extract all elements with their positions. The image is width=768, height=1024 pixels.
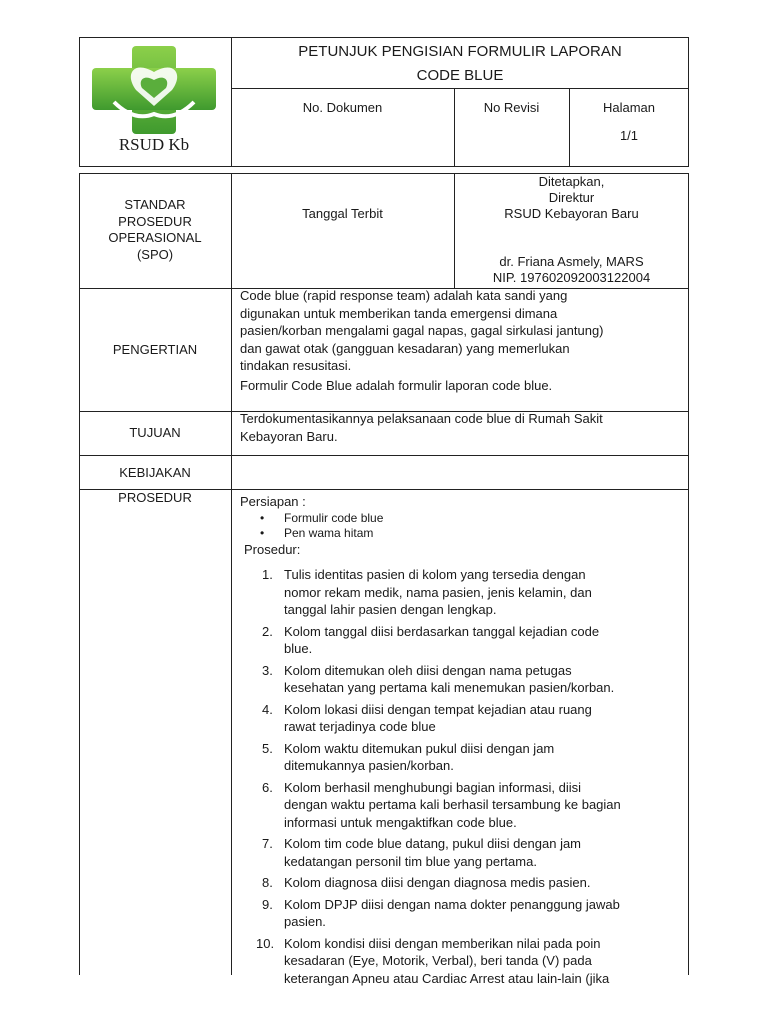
tujuan-line: Kebayoran Baru.: [240, 429, 338, 444]
document-title-line2: CODE BLUE: [416, 67, 504, 84]
tanggal-terbit-label: Tanggal Terbit: [302, 206, 383, 221]
step-line: blue.: [284, 641, 313, 656]
document-title-line1: PETUNJUK PENGISIAN FORMULIR LAPORAN: [298, 43, 622, 60]
pengertian-line: Code blue (rapid response team) adalah kata sandi yang: [240, 288, 568, 303]
step-line: kedatangan personil tim blue yang pertama.: [284, 853, 537, 869]
step-line: Kolom ditemukan oleh diisi dengan nama petugas: [284, 662, 572, 678]
no-revisi-label: No Revisi: [483, 100, 540, 115]
kebijakan-label: KEBIJAKAN: [119, 465, 191, 480]
procedure-step: [240, 896, 680, 931]
prosedur-content: [240, 493, 680, 991]
step-number: 4.: [262, 701, 273, 717]
step-line: Kolom berhasil menghubungi bagian informasi, diisi: [284, 779, 582, 795]
pengertian-line: pasien/korban mengalami gagal napas, gagal sirkulasi jantung): [240, 323, 604, 338]
step-line: dengan waktu pertama kali berhasil tersambung ke bagian: [284, 797, 621, 812]
list-item: • Pen wama hitam: [260, 526, 680, 541]
persiapan-heading: Persiapan :: [240, 494, 306, 509]
tujuan-line: Terdokumentasikannya pelaksanaan code blue di Rumah Sakit: [240, 411, 603, 426]
ditetapkan-text: Ditetapkan,: [538, 174, 605, 189]
step-line: Kolom DPJP diisi dengan nama dokter penanggung jawab: [284, 896, 620, 912]
step-number: 5.: [262, 740, 273, 756]
rsud-text: RSUD Kebayoran Baru: [504, 206, 639, 221]
step-line: rawat terjadinya code blue: [284, 719, 436, 734]
step-number: 1.: [262, 567, 273, 582]
pengertian-line: tindakan resusitasi.: [240, 358, 352, 373]
prosedur-steps: [240, 566, 680, 987]
spo-label-line: STANDAR: [124, 197, 186, 212]
step-number: 6.: [262, 779, 273, 795]
halaman-label: Halaman: [602, 100, 656, 115]
spo-label-line: OPERASIONAL: [108, 230, 202, 245]
step-line: Tulis identitas pasien di kolom yang tersedia dengan: [284, 567, 586, 582]
procedure-step: [240, 779, 680, 832]
signer-name: dr. Friana Asmely, MARS: [499, 254, 644, 269]
step-line: keterangan Apneu atau Cardiac Arrest atau lain-lain (jika: [284, 970, 610, 986]
step-number: 10.: [256, 935, 275, 951]
pengertian-label: PENGERTIAN: [112, 342, 198, 357]
spo-label-line: (SPO): [136, 246, 174, 262]
tujuan-content: [240, 410, 685, 446]
step-line: Kolom lokasi diisi dengan tempat kejadian atau ruang: [284, 701, 592, 717]
spo-label-line: PROSEDUR: [118, 213, 192, 229]
list-item: • Formulir code blue: [260, 511, 680, 526]
direktur-text: Direktur: [548, 190, 595, 205]
step-number: 7.: [262, 836, 273, 851]
step-line: Kolom waktu ditemukan pukul diisi dengan jam: [284, 740, 555, 756]
step-line: kesadaran (Eye, Motorik, Verbal), beri tanda (V) pada: [284, 953, 592, 968]
procedure-step: [240, 935, 680, 988]
no-dokumen-label: No. Dokumen: [302, 100, 383, 115]
step-number: 3.: [262, 662, 273, 678]
step-line: Kolom diagnosa diisi dengan diagnosa medis pasien.: [284, 875, 591, 890]
procedure-step: [240, 623, 680, 658]
procedure-step: [240, 662, 680, 697]
halaman-value: 1/1: [619, 128, 639, 143]
procedure-step: [240, 740, 680, 775]
pengertian-line: Formulir Code Blue adalah formulir laporan code blue.: [240, 377, 553, 393]
step-line: kesehatan yang pertama kali menemukan pasien/korban.: [284, 680, 615, 695]
procedure-step: [240, 874, 680, 892]
procedure-step: [240, 566, 680, 619]
step-line: nomor rekam medik, nama pasien, jenis kelamin, dan: [284, 584, 592, 600]
pengertian-line: dan gawat otak (gangguan kesadaran) yang memerlukan: [240, 340, 570, 356]
step-number: 8.: [262, 875, 273, 890]
signer-nip: NIP. 197602092003122004: [492, 270, 651, 285]
procedure-step: [240, 701, 680, 736]
prosedur-heading: Prosedur:: [244, 541, 301, 557]
step-line: Kolom tanggal diisi berdasarkan tanggal kejadian code: [284, 623, 600, 639]
step-line: Kolom kondisi diisi dengan memberikan nilai pada poin: [284, 935, 601, 951]
prosedur-label: PROSEDUR: [118, 490, 192, 505]
step-line: ditemukannya pasien/korban.: [284, 758, 454, 773]
tujuan-label: TUJUAN: [129, 425, 181, 440]
step-line: informasi untuk mengaktifkan code blue.: [284, 814, 517, 830]
step-line: Kolom tim code blue datang, pukul diisi dengan jam: [284, 836, 582, 851]
procedure-step: [240, 835, 680, 870]
pengertian-line: digunakan untuk memberikan tanda emergensi dimana: [240, 305, 558, 321]
pengertian-content: [240, 287, 685, 394]
step-line: tanggal lahir pasien dengan lengkap.: [284, 602, 497, 617]
step-line: pasien.: [284, 914, 326, 929]
logo-text: RSUD Kb: [118, 135, 190, 154]
spo-label: [79, 197, 231, 263]
step-number: 2.: [262, 623, 273, 639]
step-number: 9.: [262, 896, 273, 912]
persiapan-list: [260, 511, 680, 541]
